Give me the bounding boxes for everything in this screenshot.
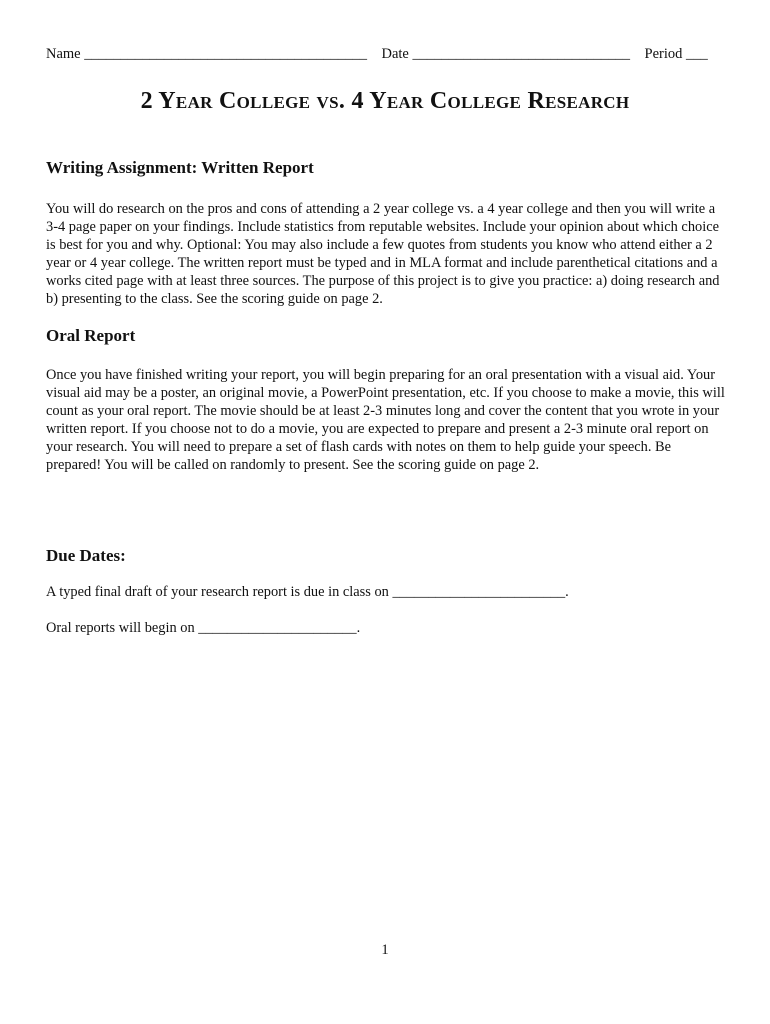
oral-report-heading: Oral Report: [46, 326, 136, 345]
oral-report-body: Once you have finished writing your report, you will begin preparing for an oral presentation with a visual aid. Your visual aid may be a poster, an original movie, a PowerPoint presentation, etc. If you choose to make a movie, this will count as your oral report. The movie should be at least 2-3 minutes long and cover the content that you wrote in your written report. If you choose not to do a movie, you are expected to prepare and present a 2-3 minute oral report on your research. You will need to prepare a set of flash cards with notes on them to help guide your speech. Be prepared! You will be called on randomly to present. See the scoring guide on page 2.: [46, 367, 725, 473]
student-info-header: [46, 46, 726, 63]
period-label: Period: [644, 46, 683, 62]
period-field[interactable]: ___: [685, 46, 708, 62]
due-dates-heading: Due Dates:: [46, 546, 126, 565]
written-report-heading: Writing Assignment: Written Report: [46, 158, 314, 177]
name-field[interactable]: _______________________________________: [84, 46, 367, 62]
written-report-body: You will do research on the pros and cons of attending a 2 year college vs. a 4 year college and then you will write a 3-4 page paper on your findings. Include statistics from reputable websites. Include your opinion about which choice is best for you and why. Optional: You may also include a few quotes from students you know who attend either a 2 year or 4 year college. The written report must be typed and in MLA format and include parenthetical citations and a works cited page with at least three sources. The purpose of this project is to give you practice: a) doing research and b) presenting to the class. See the scoring guide on page 2.: [46, 201, 720, 307]
report-due-line[interactable]: A typed final draft of your research report is due in class on ________________________.: [46, 584, 569, 600]
page-title: 2 Year College vs. 4 Year College Research: [140, 88, 630, 114]
date-label: Date: [381, 46, 409, 62]
date-field[interactable]: ______________________________: [412, 46, 630, 62]
oral-report-start-line[interactable]: Oral reports will begin on ______________________.: [46, 620, 361, 636]
page-number: 1: [381, 942, 389, 958]
name-label: Name: [46, 46, 81, 62]
